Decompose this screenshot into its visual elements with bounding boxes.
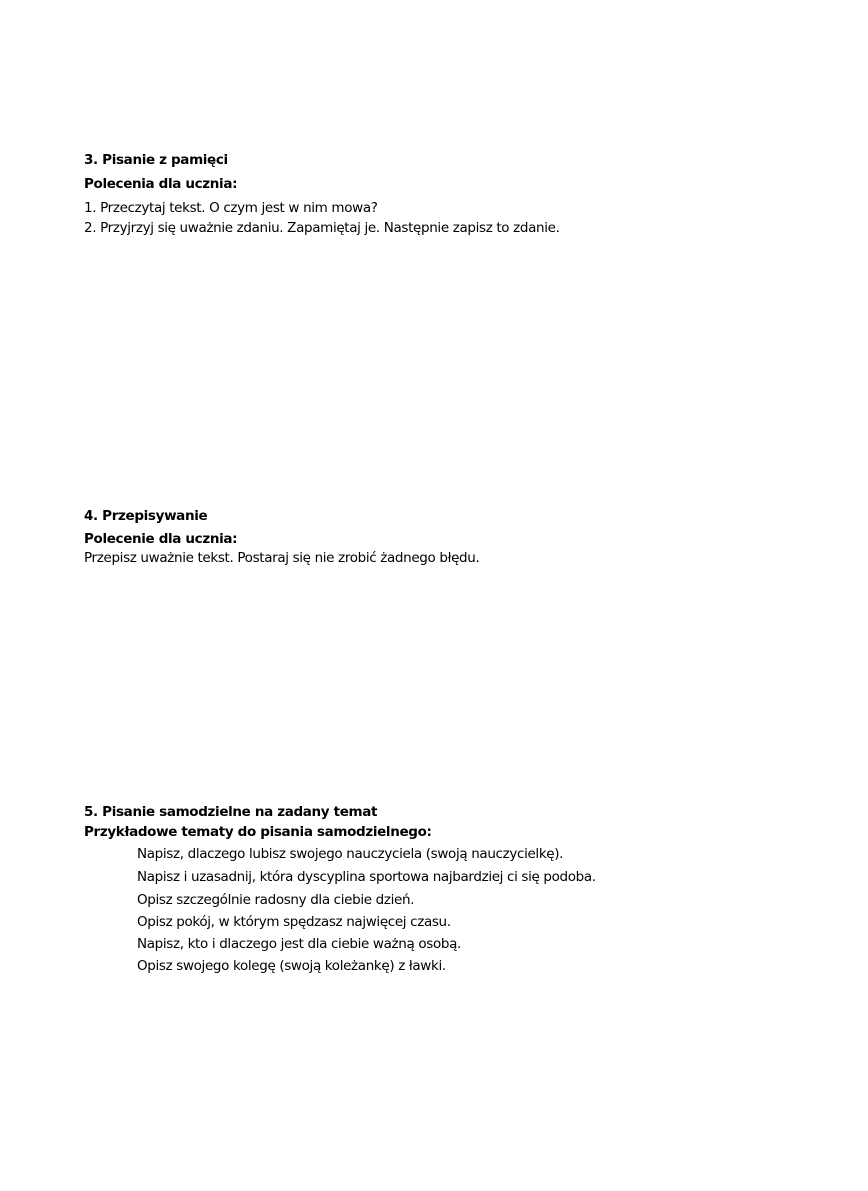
topic-line: Napisz, kto i dlaczego jest dla ciebie ważną osobą. <box>137 936 461 952</box>
topic-line: Napisz, dlaczego lubisz swojego nauczyciela (swoją nauczycielkę). <box>137 846 564 862</box>
section-subtitle: Polecenia dla ucznia: <box>84 176 238 192</box>
instruction-line: Przepisz uważnie tekst. Postaraj się nie zrobić żadnego błędu. <box>84 550 480 566</box>
section-subtitle: Polecenie dla ucznia: <box>84 531 238 547</box>
topic-line: Napisz i uzasadnij, która dyscyplina sportowa najbardziej ci się podoba. <box>137 869 596 885</box>
topic-line: Opisz szczególnie radosny dla ciebie dzień. <box>137 892 415 908</box>
instruction-line: 2. Przyjrzyj się uważnie zdaniu. Zapamiętaj je. Następnie zapisz to zdanie. <box>84 220 560 236</box>
instruction-line: 1. Przeczytaj tekst. O czym jest w nim mowa? <box>84 200 378 216</box>
section-subtitle: Przykładowe tematy do pisania samodzielnego: <box>84 824 432 840</box>
section-title: 5. Pisanie samodzielne na zadany temat <box>84 804 378 820</box>
topic-line: Opisz pokój, w którym spędzasz najwięcej czasu. <box>137 914 451 930</box>
section-title: 4. Przepisywanie <box>84 508 208 524</box>
topic-line: Opisz swojego kolegę (swoją koleżankę) z ławki. <box>137 958 446 974</box>
section-title: 3. Pisanie z pamięci <box>84 152 228 168</box>
